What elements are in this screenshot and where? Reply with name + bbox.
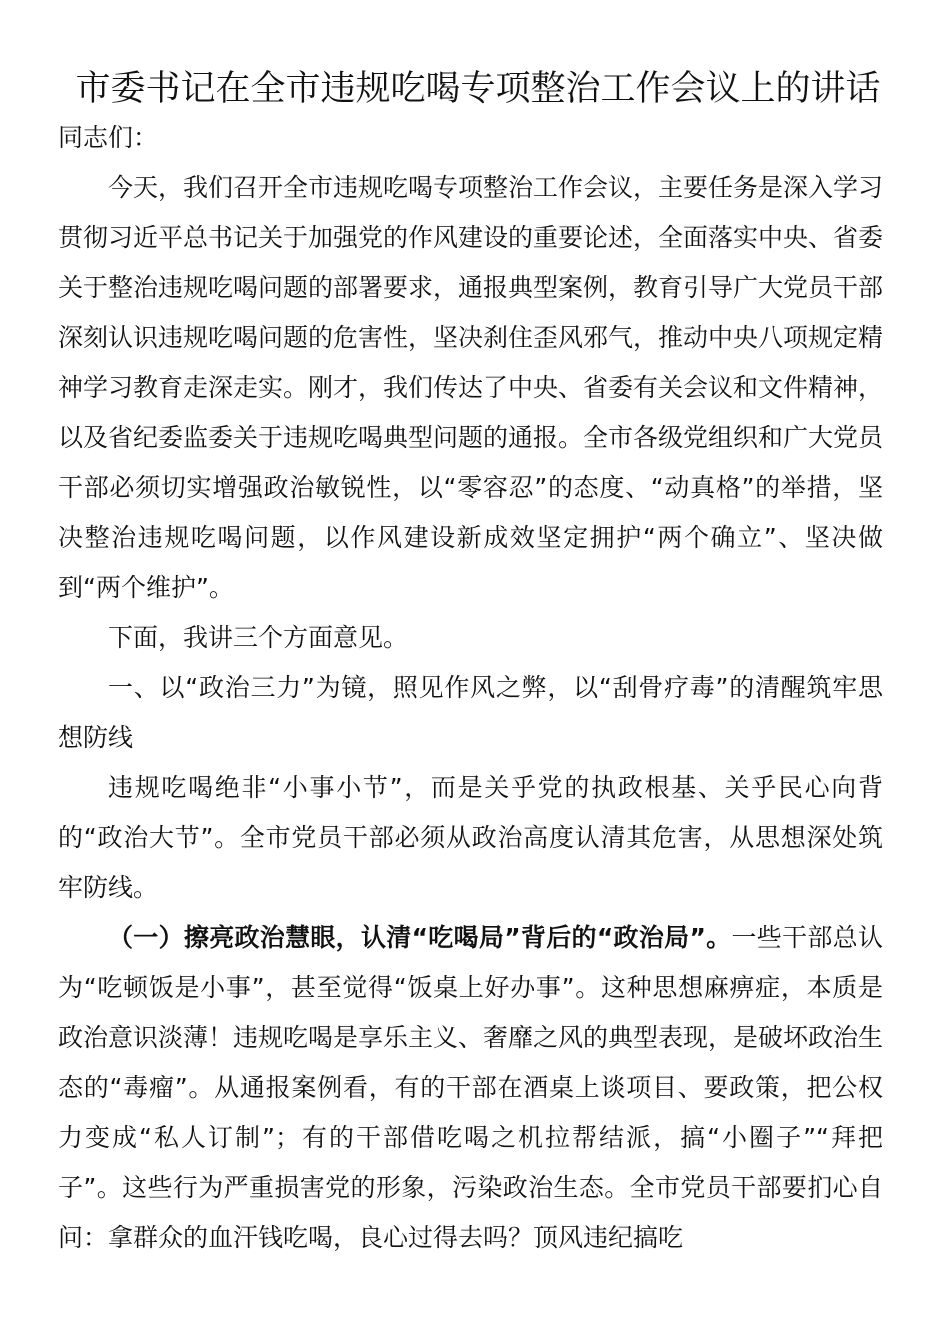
paragraph-intro: 今天，我们召开全市违规吃喝专项整治工作会议，主要任务是深入学习贯彻习近平总书记关于加强党的作风建设的重要论述，全面落实中央、省委关于整治违规吃喝问题的部署要求，通报典型案例，教育引导广大党员干部深刻认识违规吃喝问题的危害性，坚决刹住歪风邪气，推动中央八项规定精神学习教育走深走实。刚才，我们传达了中央、省委有关会议和文件精神，以及省纪委监委关于违规吃喝典型问题的通报。全市各级党组织和广大党员干部必须切实增强政治敏锐性，以“零容忍”的态度、“动真格”的举措，坚决整治违规吃喝问题，以作风建设新成效坚定拥护“两个确立”、坚决做到“两个维护”。 [58,173,884,602]
subsection-text-1: 一些干部总认为“吃顿饭是小事”，甚至觉得“饭桌上好办事”。这种思想麻痹症，本质是政治意识淡薄！违规吃喝是享乐主义、奢靡之风的典型表现，是破坏政治生态的“毒瘤”。从通报案例看，有的干部在酒桌上谈项目、要政策，把公权力变成“私人订制”；有的干部借吃喝之机拉帮结派，搞“小圈子”“拜把子”。这些行为严重损害党的形象，污染政治生态。全市党员干部要扪心自问：拿群众的血汗钱吃喝，良心过得去吗？顶风违纪搞吃 [58,923,884,1252]
salutation: 同志们： [58,123,159,152]
paragraph-section-1-intro: 违规吃喝绝非“小事小节”，而是关乎党的执政根基、关乎民心向背的“政治大节”。全市党员干部必须从政治高度认清其危害，从思想深处筑牢防线。 [58,773,883,902]
document-body [58,113,883,1263]
paragraph-subsection-1 [58,913,883,1263]
document-title: 市委书记在全市违规吃喝专项整治工作会议上的讲话 [75,69,881,109]
paragraph-outline: 下面，我讲三个方面意见。 [108,623,409,652]
section-heading-1: 一、以“政治三力”为镜，照见作风之弊，以“刮骨疗毒”的清醒筑牢思想防线 [58,673,883,752]
subsection-heading-1: （一）擦亮政治慧眼，认清“吃喝局”背后的“政治局”。 [108,923,732,952]
